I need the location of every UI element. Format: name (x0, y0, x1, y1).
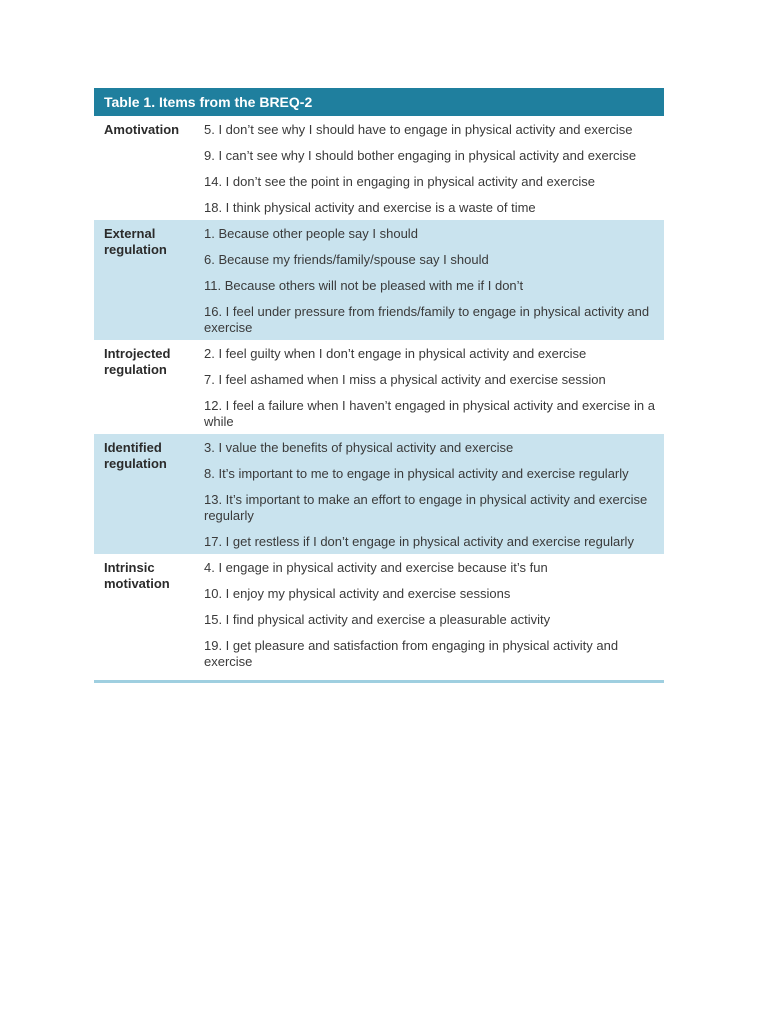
section-items (204, 440, 664, 550)
section-label: Amotivation (104, 122, 180, 137)
item: 11. Because others will not be pleased with me if I don’t (204, 278, 524, 293)
item: 10. I enjoy my physical activity and exercise sessions (204, 586, 511, 601)
section-label: Introjected regulation (104, 346, 171, 377)
section-label: Intrinsic motivation (104, 560, 170, 591)
item: 13. It’s important to make an effort to engage in physical activity and exercise regularly (204, 492, 648, 523)
item: 4. I engage in physical activity and exercise because it’s fun (204, 560, 548, 575)
item: 12. I feel a failure when I haven’t engaged in physical activity and exercise in a while (204, 398, 655, 429)
item: 3. I value the benefits of physical activity and exercise (204, 440, 514, 455)
section-external-regulation (94, 220, 664, 340)
item: 1. Because other people say I should (204, 226, 418, 241)
item: 9. I can’t see why I should bother engaging in physical activity and exercise (204, 148, 637, 163)
section-intrinsic-motivation (94, 554, 664, 674)
section-introjected-regulation (94, 340, 664, 434)
item: 5. I don’t see why I should have to engage in physical activity and exercise (204, 122, 633, 137)
item: 7. I feel ashamed when I miss a physical activity and exercise session (204, 372, 606, 387)
item: 2. I feel guilty when I don’t engage in physical activity and exercise (204, 346, 587, 361)
table-title: Table 1. Items from the BREQ-2 (94, 88, 664, 116)
section-items (204, 226, 664, 336)
item: 16. I feel under pressure from friends/family to engage in physical activity and exercise (204, 304, 650, 335)
section-label: External regulation (104, 226, 167, 257)
section-amotivation (94, 116, 664, 220)
section-label: Identified regulation (104, 440, 167, 471)
item: 8. It’s important to me to engage in physical activity and exercise regularly (204, 466, 629, 481)
breq2-table (94, 88, 664, 683)
section-items (204, 560, 664, 670)
table-bottom-rule (94, 680, 664, 683)
item: 17. I get restless if I don’t engage in physical activity and exercise regularly (204, 534, 634, 549)
section-identified-regulation (94, 434, 664, 554)
item: 14. I don’t see the point in engaging in physical activity and exercise (204, 174, 595, 189)
section-items (204, 346, 664, 430)
item: 15. I find physical activity and exercise a pleasurable activity (204, 612, 551, 627)
item: 19. I get pleasure and satisfaction from engaging in physical activity and exercise (204, 638, 619, 669)
item: 6. Because my friends/family/spouse say I should (204, 252, 489, 267)
section-items (204, 122, 664, 216)
item: 18. I think physical activity and exercise is a waste of time (204, 200, 536, 215)
